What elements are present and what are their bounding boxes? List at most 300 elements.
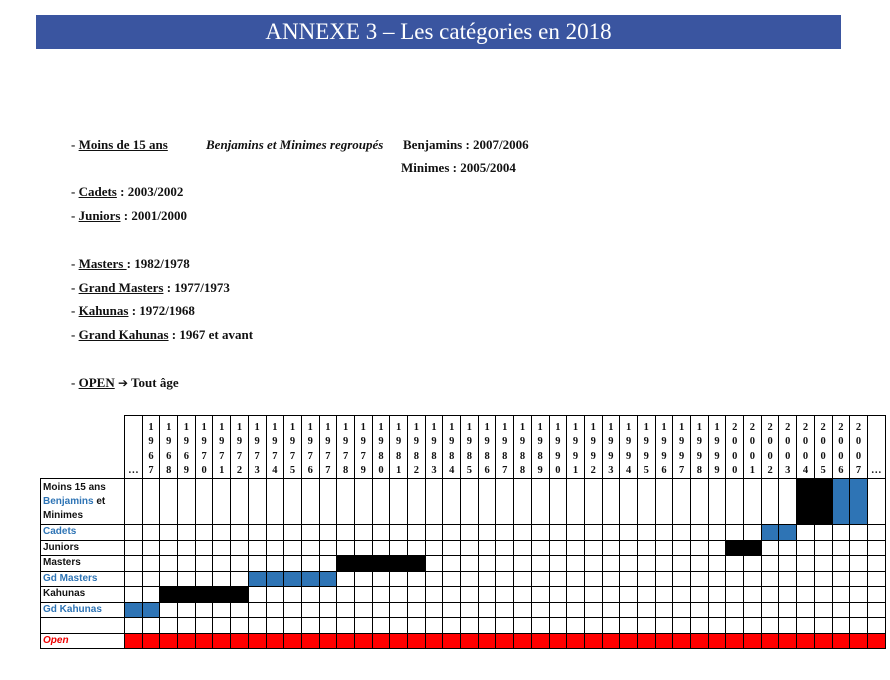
year-cell bbox=[372, 540, 390, 556]
year-digit: 7 bbox=[855, 464, 862, 476]
year-cell bbox=[248, 571, 266, 587]
category-label: Kahunas bbox=[41, 587, 125, 603]
year-cell bbox=[761, 602, 779, 618]
year-cell bbox=[461, 602, 479, 618]
year-cell bbox=[408, 587, 426, 603]
year-header-cell bbox=[655, 416, 673, 479]
year-cell bbox=[372, 556, 390, 572]
year-digit: 9 bbox=[183, 436, 190, 448]
year-cell bbox=[443, 479, 461, 525]
year-cell bbox=[390, 556, 408, 572]
year-cell bbox=[284, 571, 302, 587]
year-cell bbox=[496, 540, 514, 556]
category-row bbox=[41, 556, 886, 572]
year-digit: 0 bbox=[838, 436, 844, 448]
year-cell bbox=[496, 571, 514, 587]
year-digit: 3 bbox=[608, 464, 614, 476]
year-cell bbox=[408, 618, 426, 634]
year-cell bbox=[779, 602, 797, 618]
year-cell bbox=[779, 556, 797, 572]
year-cell bbox=[584, 479, 602, 525]
year-header-cell bbox=[195, 416, 213, 479]
year-cell bbox=[797, 540, 815, 556]
year-digit: 9 bbox=[714, 450, 720, 462]
year-cell bbox=[195, 602, 213, 618]
year-cell bbox=[461, 540, 479, 556]
year-cell bbox=[337, 556, 355, 572]
year-cell bbox=[602, 618, 620, 634]
year-digit: 0 bbox=[855, 436, 862, 448]
year-cell bbox=[691, 571, 709, 587]
year-digit: 7 bbox=[219, 450, 225, 462]
year-cell bbox=[160, 525, 178, 541]
year-digit: 9 bbox=[661, 450, 667, 462]
year-cell bbox=[266, 602, 284, 618]
year-cell bbox=[319, 556, 337, 572]
year-cell bbox=[160, 540, 178, 556]
year-cell bbox=[142, 587, 160, 603]
year-header-cell bbox=[850, 416, 868, 479]
year-cell bbox=[354, 633, 372, 648]
year-cell bbox=[637, 587, 655, 603]
year-digit: 1 bbox=[413, 422, 419, 434]
year-cell bbox=[761, 525, 779, 541]
year-cell bbox=[655, 540, 673, 556]
year-digit: 1 bbox=[714, 422, 720, 434]
year-cell bbox=[160, 618, 178, 634]
year-digit: 2 bbox=[767, 422, 773, 434]
year-cell bbox=[478, 525, 496, 541]
year-cell bbox=[514, 571, 532, 587]
year-cell bbox=[655, 587, 673, 603]
year-cell bbox=[602, 602, 620, 618]
year-digit: 1 bbox=[537, 422, 543, 434]
year-cell bbox=[637, 571, 655, 587]
year-digit: 7 bbox=[201, 450, 207, 462]
year-cell bbox=[160, 479, 178, 525]
year-cell bbox=[248, 633, 266, 648]
year-header-cell bbox=[708, 416, 726, 479]
year-cell bbox=[584, 602, 602, 618]
year-cell bbox=[425, 602, 443, 618]
year-cell bbox=[231, 540, 249, 556]
year-digit: 9 bbox=[608, 436, 614, 448]
open-value: Tout âge bbox=[128, 375, 179, 390]
year-digit: 1 bbox=[396, 464, 402, 476]
year-digit: 7 bbox=[307, 450, 313, 462]
year-digit: 9 bbox=[608, 450, 614, 462]
year-cell bbox=[408, 525, 426, 541]
year-cell bbox=[567, 618, 585, 634]
year-cell bbox=[814, 556, 832, 572]
year-cell bbox=[160, 556, 178, 572]
year-cell bbox=[354, 479, 372, 525]
year-cell bbox=[620, 571, 638, 587]
dash: - bbox=[71, 327, 79, 342]
year-cell bbox=[231, 556, 249, 572]
year-digit: 9 bbox=[254, 436, 260, 448]
year-cell bbox=[673, 602, 691, 618]
year-cell bbox=[266, 479, 284, 525]
year-digit: 9 bbox=[236, 436, 243, 448]
year-cell bbox=[408, 479, 426, 525]
year-cell bbox=[850, 556, 868, 572]
year-cell bbox=[425, 633, 443, 648]
moins15-line bbox=[71, 137, 529, 153]
year-digit: 9 bbox=[696, 436, 702, 448]
dash: - bbox=[71, 280, 79, 295]
year-cell bbox=[160, 602, 178, 618]
year-digit: 1 bbox=[148, 422, 154, 434]
minimes-years: Minimes : 2005/2004 bbox=[401, 160, 516, 175]
category-row bbox=[41, 618, 886, 634]
year-cell bbox=[443, 602, 461, 618]
year-cell bbox=[567, 571, 585, 587]
year-cell bbox=[337, 525, 355, 541]
year-cell bbox=[231, 479, 249, 525]
year-cell bbox=[708, 540, 726, 556]
year-cell bbox=[514, 618, 532, 634]
year-cell bbox=[160, 587, 178, 603]
year-cell bbox=[425, 571, 443, 587]
year-digit: 9 bbox=[307, 436, 313, 448]
year-cell bbox=[850, 587, 868, 603]
year-digit: 9 bbox=[272, 436, 278, 448]
year-digit: 9 bbox=[555, 450, 561, 462]
year-cell bbox=[708, 556, 726, 572]
year-header-cell bbox=[248, 416, 266, 479]
year-cell bbox=[637, 633, 655, 648]
year-digit: 8 bbox=[537, 450, 543, 462]
year-cell bbox=[584, 618, 602, 634]
year-cell bbox=[319, 587, 337, 603]
year-digit: 8 bbox=[696, 464, 702, 476]
year-digit: 9 bbox=[396, 436, 402, 448]
category-label bbox=[41, 479, 125, 525]
year-cell bbox=[549, 540, 567, 556]
year-digit: 0 bbox=[378, 464, 384, 476]
year-digit: 2 bbox=[767, 464, 773, 476]
year-cell bbox=[284, 525, 302, 541]
year-cell bbox=[814, 618, 832, 634]
year-cell bbox=[814, 633, 832, 648]
year-digit: 1 bbox=[396, 422, 402, 434]
year-cell bbox=[461, 525, 479, 541]
year-cell bbox=[443, 618, 461, 634]
year-cell bbox=[691, 602, 709, 618]
year-digit: 2 bbox=[802, 422, 809, 434]
year-cell bbox=[531, 571, 549, 587]
year-cell bbox=[390, 540, 408, 556]
year-digit: 8 bbox=[519, 450, 526, 462]
year-cell bbox=[337, 602, 355, 618]
year-header-cell bbox=[637, 416, 655, 479]
year-cell bbox=[797, 587, 815, 603]
year-cell bbox=[584, 571, 602, 587]
year-digit: 1 bbox=[236, 422, 243, 434]
year-cell bbox=[301, 479, 319, 525]
year-cell bbox=[284, 633, 302, 648]
masters-line bbox=[71, 256, 190, 272]
year-digit: 9 bbox=[166, 436, 172, 448]
year-digit: 1 bbox=[307, 422, 313, 434]
year-cell bbox=[213, 587, 231, 603]
year-cell bbox=[319, 571, 337, 587]
year-cell bbox=[531, 587, 549, 603]
grand-masters-line bbox=[71, 280, 230, 296]
dash: - bbox=[71, 256, 79, 271]
year-digit: 5 bbox=[820, 464, 826, 476]
year-cell bbox=[178, 556, 196, 572]
year-cell bbox=[867, 479, 885, 525]
year-cell bbox=[726, 587, 744, 603]
year-cell bbox=[213, 571, 231, 587]
year-digit: 6 bbox=[307, 464, 313, 476]
year-cell bbox=[779, 587, 797, 603]
year-cell bbox=[673, 540, 691, 556]
year-cell bbox=[850, 479, 868, 525]
category-label bbox=[41, 618, 125, 634]
year-cell bbox=[761, 618, 779, 634]
year-digit: 2 bbox=[749, 422, 756, 434]
year-digit: 0 bbox=[767, 450, 773, 462]
year-digit: 7 bbox=[289, 450, 296, 462]
year-header-cell bbox=[425, 416, 443, 479]
year-digit: 1 bbox=[590, 422, 596, 434]
year-digit: 9 bbox=[555, 436, 561, 448]
year-cell bbox=[284, 618, 302, 634]
year-cell bbox=[531, 556, 549, 572]
year-digit: 1 bbox=[519, 422, 526, 434]
year-digit: 1 bbox=[219, 422, 225, 434]
year-cell bbox=[443, 525, 461, 541]
year-cell bbox=[496, 618, 514, 634]
year-header-cell bbox=[620, 416, 638, 479]
open-line bbox=[71, 375, 179, 391]
year-cell bbox=[761, 571, 779, 587]
categories-table bbox=[40, 415, 886, 649]
year-header-cell bbox=[461, 416, 479, 479]
year-cell bbox=[850, 571, 868, 587]
year-cell bbox=[461, 618, 479, 634]
year-cell bbox=[319, 618, 337, 634]
year-cell bbox=[478, 633, 496, 648]
year-cell bbox=[726, 525, 744, 541]
year-cell bbox=[354, 602, 372, 618]
year-header-row bbox=[41, 416, 886, 479]
year-digit: 8 bbox=[449, 450, 455, 462]
year-cell bbox=[142, 633, 160, 648]
year-header-cell bbox=[478, 416, 496, 479]
year-cell bbox=[496, 556, 514, 572]
year-cell bbox=[867, 525, 885, 541]
year-cell bbox=[248, 525, 266, 541]
year-cell bbox=[248, 556, 266, 572]
year-cell bbox=[408, 602, 426, 618]
year-cell bbox=[567, 479, 585, 525]
year-digit: 3 bbox=[785, 464, 791, 476]
year-cell bbox=[620, 587, 638, 603]
year-digit: 8 bbox=[484, 450, 490, 462]
year-cell bbox=[602, 525, 620, 541]
year-cell bbox=[726, 571, 744, 587]
year-header-cell bbox=[390, 416, 408, 479]
year-cell bbox=[531, 525, 549, 541]
year-digit: 1 bbox=[201, 422, 207, 434]
year-header-cell bbox=[231, 416, 249, 479]
year-digit: 9 bbox=[572, 450, 579, 462]
year-cell bbox=[178, 587, 196, 603]
year-digit: 2 bbox=[820, 422, 826, 434]
year-cell bbox=[797, 633, 815, 648]
year-digit: 7 bbox=[254, 450, 260, 462]
year-digit: 6 bbox=[484, 464, 490, 476]
year-cell bbox=[584, 587, 602, 603]
year-cell bbox=[319, 479, 337, 525]
year-cell bbox=[584, 633, 602, 648]
year-digit: 9 bbox=[537, 464, 543, 476]
page-title: ANNEXE 3 – Les catégories en 2018 bbox=[36, 15, 841, 49]
year-cell bbox=[478, 479, 496, 525]
year-cell bbox=[602, 587, 620, 603]
year-cell bbox=[867, 540, 885, 556]
year-digit: 9 bbox=[590, 450, 596, 462]
year-digit: 4 bbox=[272, 464, 278, 476]
year-header-cell bbox=[514, 416, 532, 479]
year-cell bbox=[744, 618, 762, 634]
year-cell bbox=[178, 602, 196, 618]
year-cell bbox=[514, 540, 532, 556]
year-cell bbox=[691, 618, 709, 634]
year-header-cell bbox=[337, 416, 355, 479]
year-cell bbox=[213, 556, 231, 572]
year-cell bbox=[691, 479, 709, 525]
year-cell bbox=[213, 618, 231, 634]
year-digit: 6 bbox=[166, 450, 172, 462]
year-cell bbox=[425, 556, 443, 572]
year-cell bbox=[178, 618, 196, 634]
year-digit: 9 bbox=[431, 436, 437, 448]
year-digit: 0 bbox=[785, 450, 791, 462]
year-digit: 0 bbox=[749, 436, 756, 448]
year-header-cell bbox=[354, 416, 372, 479]
year-cell bbox=[354, 556, 372, 572]
year-cell bbox=[761, 479, 779, 525]
year-cell bbox=[195, 556, 213, 572]
year-cell bbox=[461, 633, 479, 648]
year-header-cell bbox=[567, 416, 585, 479]
kahunas-line bbox=[71, 303, 195, 319]
juniors-years: : 2001/2000 bbox=[120, 208, 187, 223]
year-cell bbox=[708, 587, 726, 603]
year-cell bbox=[231, 587, 249, 603]
year-cell bbox=[814, 571, 832, 587]
year-digit: 1 bbox=[749, 464, 756, 476]
category-label: Juniors bbox=[41, 540, 125, 556]
category-label: Cadets bbox=[41, 525, 125, 541]
juniors-label: Juniors bbox=[78, 208, 121, 223]
year-cell bbox=[797, 556, 815, 572]
year-cell bbox=[372, 479, 390, 525]
year-cell bbox=[637, 479, 655, 525]
year-cell bbox=[231, 618, 249, 634]
year-digit: 7 bbox=[272, 450, 278, 462]
grand-kahunas-line bbox=[71, 327, 253, 343]
year-digit: 4 bbox=[802, 464, 809, 476]
year-digit: 7 bbox=[148, 464, 154, 476]
year-digit: 8 bbox=[431, 450, 437, 462]
year-cell bbox=[531, 633, 549, 648]
year-cell bbox=[708, 633, 726, 648]
year-header-cell bbox=[602, 416, 620, 479]
year-digit: 9 bbox=[696, 450, 702, 462]
categories-grid bbox=[40, 415, 886, 649]
year-cell bbox=[620, 602, 638, 618]
year-digit: 1 bbox=[572, 422, 579, 434]
year-cell bbox=[850, 618, 868, 634]
year-header-cell bbox=[301, 416, 319, 479]
year-cell bbox=[620, 633, 638, 648]
year-cell bbox=[461, 556, 479, 572]
year-cell bbox=[531, 479, 549, 525]
year-cell bbox=[496, 602, 514, 618]
year-cell bbox=[425, 587, 443, 603]
year-cell bbox=[390, 618, 408, 634]
year-cell bbox=[584, 540, 602, 556]
year-digit: 9 bbox=[325, 436, 331, 448]
year-cell bbox=[744, 556, 762, 572]
year-cell bbox=[744, 602, 762, 618]
year-cell bbox=[266, 525, 284, 541]
year-cell bbox=[867, 618, 885, 634]
year-cell bbox=[584, 556, 602, 572]
year-cell bbox=[390, 525, 408, 541]
year-cell bbox=[319, 633, 337, 648]
year-cell bbox=[195, 540, 213, 556]
year-header-cell bbox=[443, 416, 461, 479]
year-header-cell bbox=[814, 416, 832, 479]
year-cell bbox=[867, 587, 885, 603]
year-digit: 2 bbox=[590, 464, 596, 476]
year-cell bbox=[125, 525, 143, 541]
year-cell bbox=[443, 540, 461, 556]
year-cell bbox=[744, 587, 762, 603]
year-digit: 1 bbox=[555, 422, 561, 434]
year-cell bbox=[195, 587, 213, 603]
year-cell bbox=[673, 633, 691, 648]
year-digit: 0 bbox=[767, 436, 773, 448]
year-digit: 2 bbox=[413, 464, 419, 476]
year-cell bbox=[761, 633, 779, 648]
year-digit: 1 bbox=[431, 422, 437, 434]
year-cell bbox=[142, 571, 160, 587]
year-cell bbox=[142, 479, 160, 525]
year-header-cell bbox=[319, 416, 337, 479]
moins15-label: Moins de 15 ans bbox=[78, 137, 168, 152]
year-cell bbox=[319, 525, 337, 541]
kahunas-label: Kahunas bbox=[78, 303, 129, 318]
year-digit: 1 bbox=[166, 422, 172, 434]
year-cell bbox=[814, 602, 832, 618]
year-cell bbox=[514, 525, 532, 541]
year-cell bbox=[779, 618, 797, 634]
year-cell bbox=[549, 479, 567, 525]
cadets-line bbox=[71, 184, 183, 200]
grand-masters-label: Grand Masters bbox=[78, 280, 164, 295]
year-cell bbox=[637, 525, 655, 541]
year-digit: 9 bbox=[342, 436, 349, 448]
year-cell bbox=[337, 571, 355, 587]
